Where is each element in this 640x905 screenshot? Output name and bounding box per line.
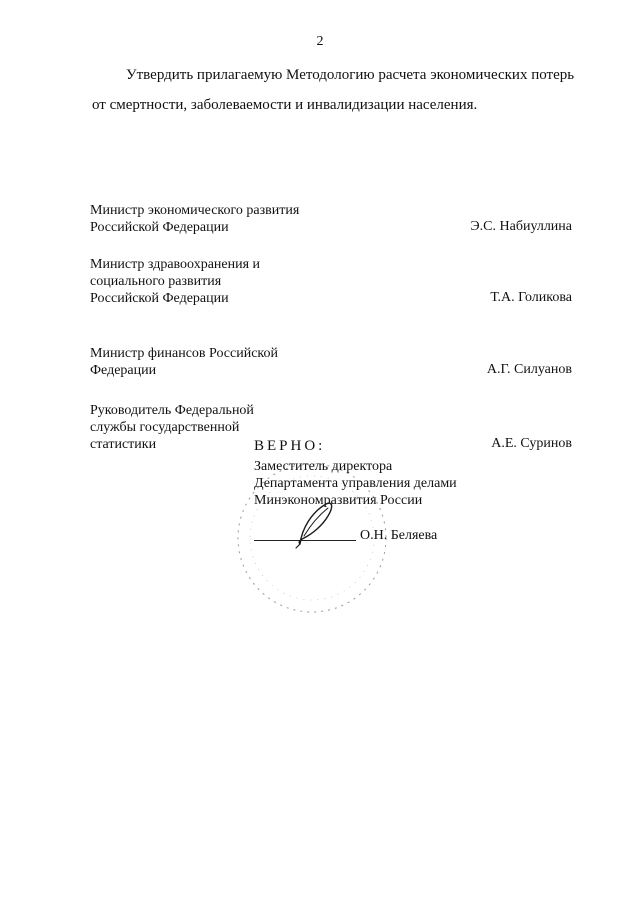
handwritten-signature bbox=[282, 498, 342, 550]
signatory-name: А.Е. Суринов bbox=[491, 436, 572, 451]
certification-line: Департамента управления делами bbox=[254, 476, 457, 491]
signatory-title: Министр здравоохранения и социального развития Российской Федерации bbox=[90, 257, 261, 306]
signatory-title: Министр финансов Российской Федерации bbox=[90, 346, 279, 378]
page-number: 2 bbox=[316, 34, 324, 49]
signatory-title: Министр экономического развития Российской Федерации bbox=[90, 203, 300, 235]
body-text-line-2: от смертности, заболеваемости и инвалидизации населения. bbox=[92, 97, 478, 113]
signatory-name: А.Г. Силуанов bbox=[486, 362, 572, 377]
certification-heading: ВЕРНО: bbox=[254, 438, 326, 454]
signatory-name: Э.С. Набиуллина bbox=[470, 219, 572, 234]
certification-line: Заместитель директора bbox=[254, 459, 393, 474]
signatory-name: Т.А. Голикова bbox=[490, 290, 572, 305]
certification-line: Минэкономразвития России bbox=[254, 493, 423, 508]
body-text-line-1: Утвердить прилагаемую Методологию расчета экономических потерь bbox=[126, 67, 575, 83]
signatory-title: Руководитель Федеральной службы государственной статистики bbox=[90, 403, 254, 452]
certifier-name: О.Н. Беляева bbox=[360, 528, 438, 543]
